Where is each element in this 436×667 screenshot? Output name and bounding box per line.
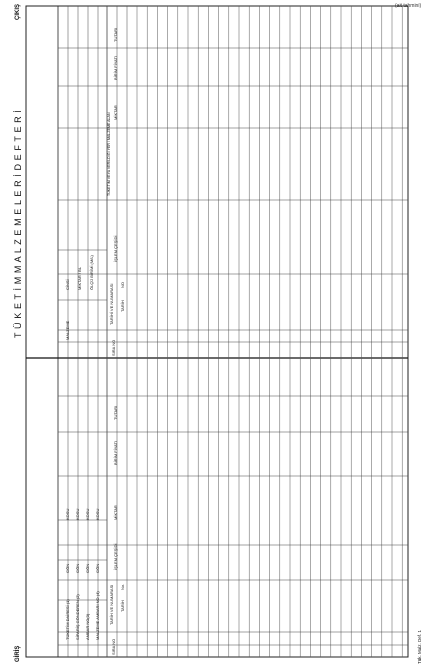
giris-info-2-mid: GÖN	[75, 563, 80, 573]
cikis-col-tutar: TUTARI	[113, 27, 118, 42]
cikis-col-islem: İŞLEM ÇEŞİDİ	[113, 235, 118, 262]
giris-info-4-mid: GÖN	[95, 563, 100, 573]
cikis-col-birim: BİRİM FİYATI	[113, 55, 118, 80]
cikis-sub-no: NO	[120, 282, 125, 288]
giris-info-4-right: KOSU	[95, 508, 100, 520]
giris-col-tarih-no: TARİH VE NUMARASI	[109, 584, 114, 625]
giris-info-1-right: KOSU	[65, 508, 70, 520]
giris-sub-no: No.	[120, 583, 125, 590]
giris-info-2-right: KOSU	[75, 508, 80, 520]
ledger-title: T Ü K E T İ M M A L Z E M E L E R İ D E F T E R İ	[13, 109, 23, 338]
giris-info-1-mid: GÖN	[65, 563, 70, 573]
giris-col-birim: BİRİM FİYATI	[113, 440, 118, 465]
giris-info-2: SİPARİŞ GÖNDEREN (2)	[75, 594, 80, 640]
giris-info-3: AMBAR NO(3)	[85, 613, 90, 640]
giris-col-tutar: TUTARI	[113, 405, 118, 420]
cikis-label: ÇIKIŞ	[15, 3, 21, 20]
giris-col-miktar: MİKTAR	[113, 505, 118, 520]
giris-info-3-mid: GÖN	[85, 563, 90, 573]
giris-info-4: MALZEME AMBARI NO (4)	[95, 591, 100, 640]
giris-sub-tarih: TARİH	[120, 600, 125, 612]
cikis-info-2: MİKTAR / BL	[77, 266, 82, 290]
cikis-info-1: CİNSİ	[65, 279, 70, 290]
cikis-col-tuketim: TÜKETİM VEYA VERİLDİĞİ YER / MALZEME ALAN	[107, 112, 111, 196]
giris-label: GİRİŞ	[15, 645, 21, 662]
giris-info-1: TÜKETİM DAİRESİ (1)	[65, 599, 70, 640]
cikis-side-label: MALZEME	[65, 320, 70, 340]
giris-col-islem: İŞLEM ÇEŞİDİ	[113, 543, 118, 570]
outer-border	[26, 6, 408, 657]
cikis-col-tarih-no: TARİHİ VE NUMARASI	[109, 283, 114, 325]
cikis-col-miktar: MİKTAR	[113, 105, 118, 120]
cikis-col-sira: SIRA NO	[111, 339, 116, 356]
form-code: Tük. Malz. Def. 1	[417, 629, 422, 664]
giris-info-3-right: KOSU	[85, 508, 90, 520]
cikis-info-3: ÖLÇÜ BİRİMİ (M/L)	[89, 255, 94, 290]
corner-note: (ait tahmini)	[395, 3, 422, 9]
cikis-sub-tarih: TARİH	[120, 300, 125, 312]
giris-col-sira: SIRA NO	[111, 638, 116, 655]
